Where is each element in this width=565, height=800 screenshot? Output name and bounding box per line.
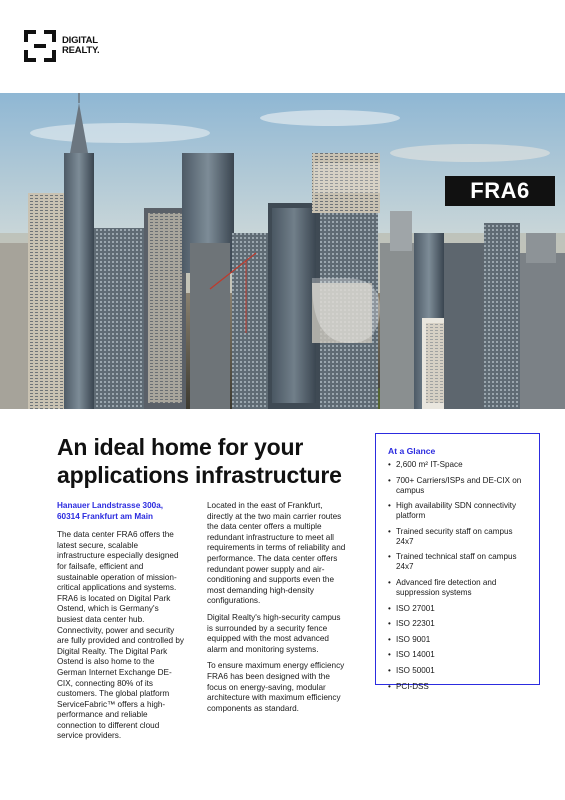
- glance-item-iso-9001: • ISO 9001: [388, 635, 529, 645]
- glance-item-technical-staff: • Trained technical staff on campus 24x7: [388, 552, 529, 572]
- security-paragraph: Digital Realty's high-security campus is surrounded by a security fence equipped with the most advanced alarm and monitoring systems.: [207, 612, 341, 654]
- page-headline: An ideal home for your applications infrastructure: [57, 434, 342, 488]
- logo-line-1: DIGITAL: [62, 35, 98, 46]
- glance-item-fire-detection: • Advanced fire detection and suppression systems: [388, 578, 529, 598]
- digital-realty-bracket-logo-icon: [24, 30, 56, 62]
- glance-title: At a Glance: [388, 446, 436, 456]
- glance-item-iso-50001: • ISO 50001: [388, 666, 529, 676]
- details-column: [207, 501, 347, 720]
- address-line-2: 60314 Frankfurt am Main: [57, 511, 154, 521]
- location-paragraph: Located in the east of Frankfurt, directly at the two main carrier routes the data center offers a multiple redundant infrastructure to meet all requirements in terms of reliability and performance. The data center offers redundant power supply and air-conditioning and supports even the most demanding high-density configurations.: [207, 501, 346, 606]
- digital-realty-logo: [24, 30, 99, 62]
- glance-item-carriers: • 700+ Carriers/ISPs and DE-CIX on campus: [388, 476, 529, 496]
- glance-list: [388, 460, 529, 692]
- glance-item-iso-14001: • ISO 14001: [388, 650, 529, 660]
- site-badge: FRA6: [445, 176, 555, 206]
- intro-column: [57, 501, 185, 748]
- glance-item-iso-22301: • ISO 22301: [388, 619, 529, 629]
- glance-item-iso-27001: • ISO 27001: [388, 604, 529, 614]
- address-line-1: Hanauer Landstrasse 300a,: [57, 501, 164, 510]
- glance-item-it-space: • 2,600 m² IT-Space: [388, 460, 529, 470]
- logo-line-2: REALTY.: [62, 45, 100, 56]
- glance-item-pci-dss: • PCI-DSS: [388, 682, 529, 692]
- efficiency-paragraph: To ensure maximum energy efficiency FRA6 has been designed with the focus on energy-saving, modular architecture with maximum efficiency components as standard.: [207, 661, 345, 713]
- address: [57, 501, 185, 522]
- glance-item-sdn: • High availability SDN connectivity platform: [388, 501, 529, 521]
- frankfurt-skyline-photo-icon: [0, 93, 565, 409]
- intro-paragraph: The data center FRA6 offers the latest secure, scalable infrastructure especially designed for failsafe, efficient and sustainable operation of mission-critical applications and systems. FRA6 is located on Digital Park Ostend, which is Germany's busiest data center hub. Connectivity, power and security are fully provided and controlled by Digital Realty. The Digital Park Ostend is also home to the German Internet Exchange DE-CIX, connecting 80% of its customers. The global platform ServiceFabric™ offers a high-performance and reliable connection to different cloud service providers.: [57, 530, 184, 741]
- at-a-glance-box: [375, 433, 540, 691]
- glance-item-security-staff: • Trained security staff on campus 24x7: [388, 527, 529, 547]
- logo-wordmark: [62, 36, 99, 56]
